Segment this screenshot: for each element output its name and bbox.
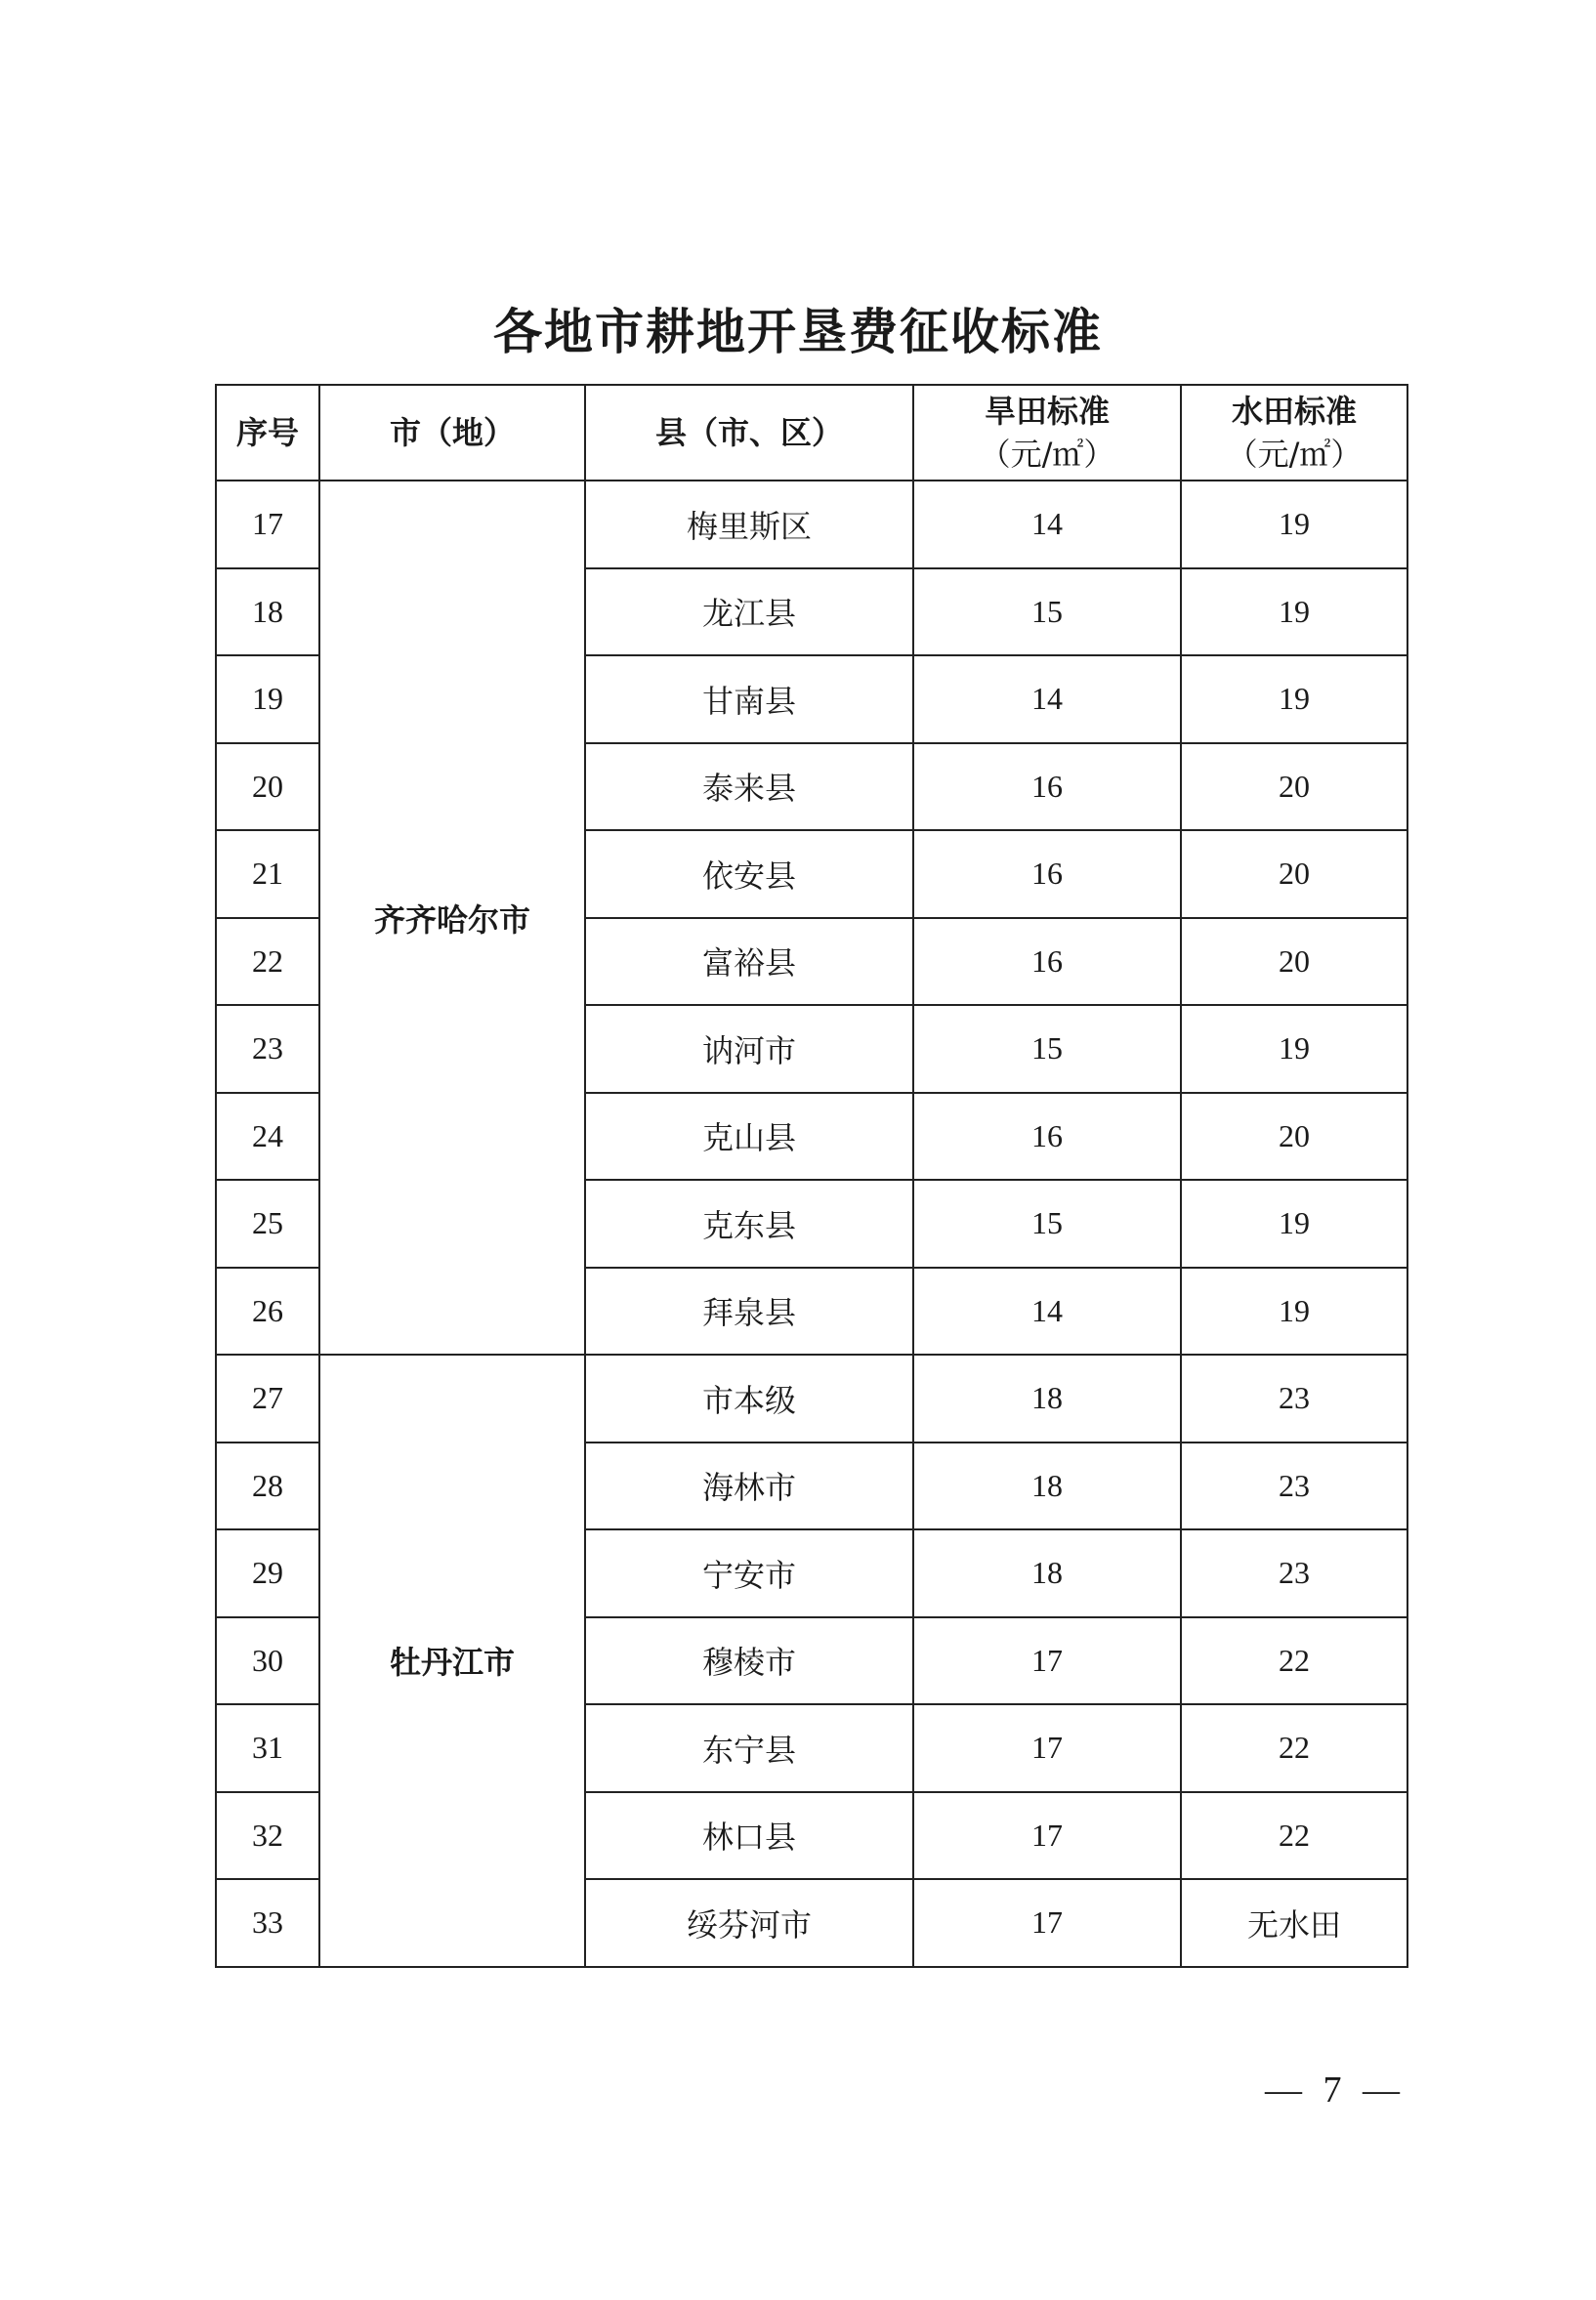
table-header-row <box>216 385 1407 481</box>
city-cell-qiqihar: 齐齐哈尔市 <box>319 481 585 1355</box>
paddy-standard-cell: 20 <box>1181 743 1407 831</box>
seq-cell: 17 <box>216 481 319 568</box>
seq-cell: 26 <box>216 1268 319 1356</box>
header-dry-label: 旱田标准 <box>984 393 1110 430</box>
paddy-standard-cell: 19 <box>1181 1268 1407 1356</box>
seq-cell: 23 <box>216 1005 319 1093</box>
paddy-standard-cell: 20 <box>1181 918 1407 1006</box>
table-row <box>216 1355 1407 1443</box>
county-cell: 梅里斯区 <box>585 481 913 568</box>
header-county: 县（市、区） <box>585 385 913 481</box>
county-cell: 龙江县 <box>585 568 913 656</box>
county-cell: 海林市 <box>585 1443 913 1530</box>
page-number: — 7 — <box>1265 2070 1406 2111</box>
county-cell: 林口县 <box>585 1792 913 1880</box>
header-dry-unit: （元/㎡） <box>979 436 1115 473</box>
page-title: 各地市耕地开垦费征收标准 <box>493 304 1103 360</box>
county-cell: 市本级 <box>585 1355 913 1443</box>
dry-standard-cell: 14 <box>913 655 1181 743</box>
dry-standard-cell: 16 <box>913 830 1181 918</box>
seq-cell: 32 <box>216 1792 319 1880</box>
county-cell: 克山县 <box>585 1093 913 1181</box>
seq-cell: 24 <box>216 1093 319 1181</box>
dry-standard-cell: 15 <box>913 1180 1181 1268</box>
paddy-standard-cell: 22 <box>1181 1617 1407 1705</box>
dry-standard-cell: 17 <box>913 1617 1181 1705</box>
seq-cell: 21 <box>216 830 319 918</box>
dry-standard-cell: 15 <box>913 568 1181 656</box>
seq-cell: 28 <box>216 1443 319 1530</box>
paddy-standard-cell: 20 <box>1181 830 1407 918</box>
dry-standard-cell: 18 <box>913 1529 1181 1617</box>
paddy-standard-cell: 无水田 <box>1181 1879 1407 1967</box>
county-cell: 绥芬河市 <box>585 1879 913 1967</box>
county-cell: 泰来县 <box>585 743 913 831</box>
dry-standard-cell: 15 <box>913 1005 1181 1093</box>
paddy-standard-cell: 23 <box>1181 1529 1407 1617</box>
paddy-standard-cell: 23 <box>1181 1443 1407 1530</box>
city-cell-mudanjiang: 牡丹江市 <box>319 1355 585 1967</box>
county-cell: 拜泉县 <box>585 1268 913 1356</box>
fee-standard-table <box>215 384 1408 1968</box>
table-row <box>216 481 1407 568</box>
paddy-standard-cell: 19 <box>1181 1005 1407 1093</box>
dry-standard-cell: 16 <box>913 743 1181 831</box>
paddy-standard-cell: 19 <box>1181 568 1407 656</box>
dry-standard-cell: 14 <box>913 481 1181 568</box>
dry-standard-cell: 16 <box>913 918 1181 1006</box>
seq-cell: 20 <box>216 743 319 831</box>
header-paddy-standard <box>1181 385 1407 481</box>
dry-standard-cell: 14 <box>913 1268 1181 1356</box>
dry-standard-cell: 18 <box>913 1443 1181 1530</box>
county-cell: 依安县 <box>585 830 913 918</box>
seq-cell: 18 <box>216 568 319 656</box>
seq-cell: 33 <box>216 1879 319 1967</box>
county-cell: 穆棱市 <box>585 1617 913 1705</box>
county-cell: 克东县 <box>585 1180 913 1268</box>
seq-cell: 30 <box>216 1617 319 1705</box>
county-cell: 宁安市 <box>585 1529 913 1617</box>
dry-standard-cell: 16 <box>913 1093 1181 1181</box>
paddy-standard-cell: 19 <box>1181 481 1407 568</box>
seq-cell: 31 <box>216 1704 319 1792</box>
seq-cell: 19 <box>216 655 319 743</box>
paddy-standard-cell: 22 <box>1181 1792 1407 1880</box>
seq-cell: 29 <box>216 1529 319 1617</box>
seq-cell: 22 <box>216 918 319 1006</box>
header-dry-standard <box>913 385 1181 481</box>
header-paddy-label: 水田标准 <box>1231 393 1357 430</box>
county-cell: 甘南县 <box>585 655 913 743</box>
dry-standard-cell: 18 <box>913 1355 1181 1443</box>
dry-standard-cell: 17 <box>913 1792 1181 1880</box>
dry-standard-cell: 17 <box>913 1704 1181 1792</box>
header-city: 市（地） <box>319 385 585 481</box>
header-paddy-unit: （元/㎡） <box>1226 436 1363 473</box>
dry-standard-cell: 17 <box>913 1879 1181 1967</box>
county-cell: 东宁县 <box>585 1704 913 1792</box>
paddy-standard-cell: 19 <box>1181 655 1407 743</box>
paddy-standard-cell: 20 <box>1181 1093 1407 1181</box>
paddy-standard-cell: 22 <box>1181 1704 1407 1792</box>
county-cell: 讷河市 <box>585 1005 913 1093</box>
county-cell: 富裕县 <box>585 918 913 1006</box>
seq-cell: 27 <box>216 1355 319 1443</box>
paddy-standard-cell: 23 <box>1181 1355 1407 1443</box>
seq-cell: 25 <box>216 1180 319 1268</box>
paddy-standard-cell: 19 <box>1181 1180 1407 1268</box>
header-seq: 序号 <box>216 385 319 481</box>
